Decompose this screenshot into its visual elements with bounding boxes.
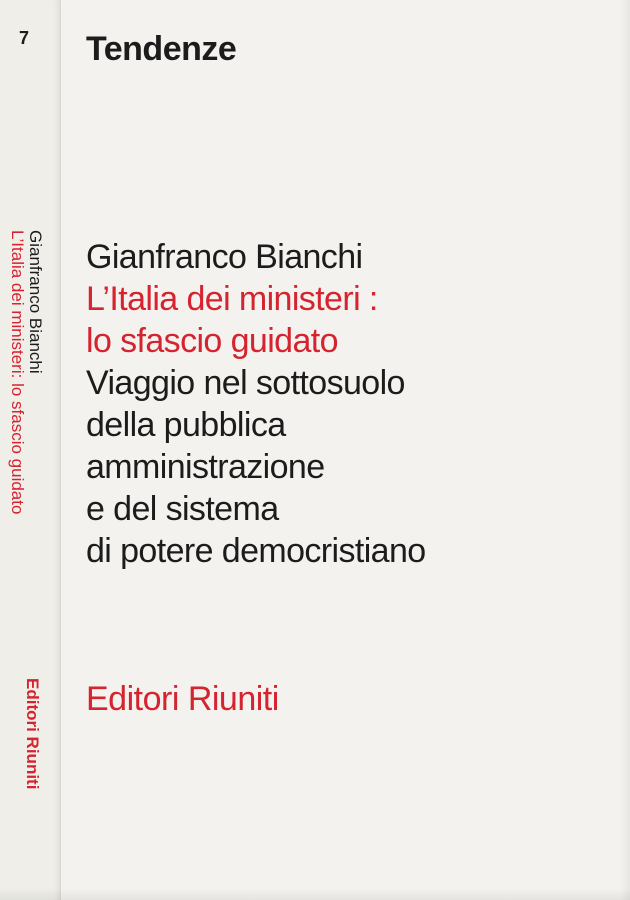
spine-series-number: 7 bbox=[19, 28, 30, 48]
cover-title-line-1: L’Italia dei ministeri : bbox=[86, 280, 378, 318]
cover-subtitle-line-4: e del sistema bbox=[86, 490, 279, 528]
book-spine bbox=[0, 0, 61, 900]
cover-author: Gianfranco Bianchi bbox=[86, 238, 363, 276]
paper-edge-shading bbox=[620, 0, 630, 900]
spine-publisher: Editori Riuniti bbox=[23, 678, 42, 790]
cover-subtitle-line-2: della pubblica bbox=[86, 406, 286, 444]
spine-text bbox=[8, 230, 44, 514]
spine-author: Gianfranco Bianchi bbox=[26, 230, 45, 374]
cover-subtitle-line-5: di potere democristiano bbox=[86, 532, 426, 570]
cover-publisher: Editori Riuniti bbox=[86, 680, 279, 718]
series-name: Tendenze bbox=[86, 30, 237, 68]
paper-bottom-shading bbox=[0, 888, 630, 900]
cover-subtitle-line-3: amministrazione bbox=[86, 448, 325, 486]
cover-subtitle-line-1: Viaggio nel sottosuolo bbox=[86, 364, 405, 402]
cover-title-line-2: lo sfascio guidato bbox=[86, 322, 338, 360]
spine-title: L’Italia dei ministeri: lo sfascio guidato bbox=[8, 230, 27, 515]
cover-text-block bbox=[86, 236, 606, 572]
